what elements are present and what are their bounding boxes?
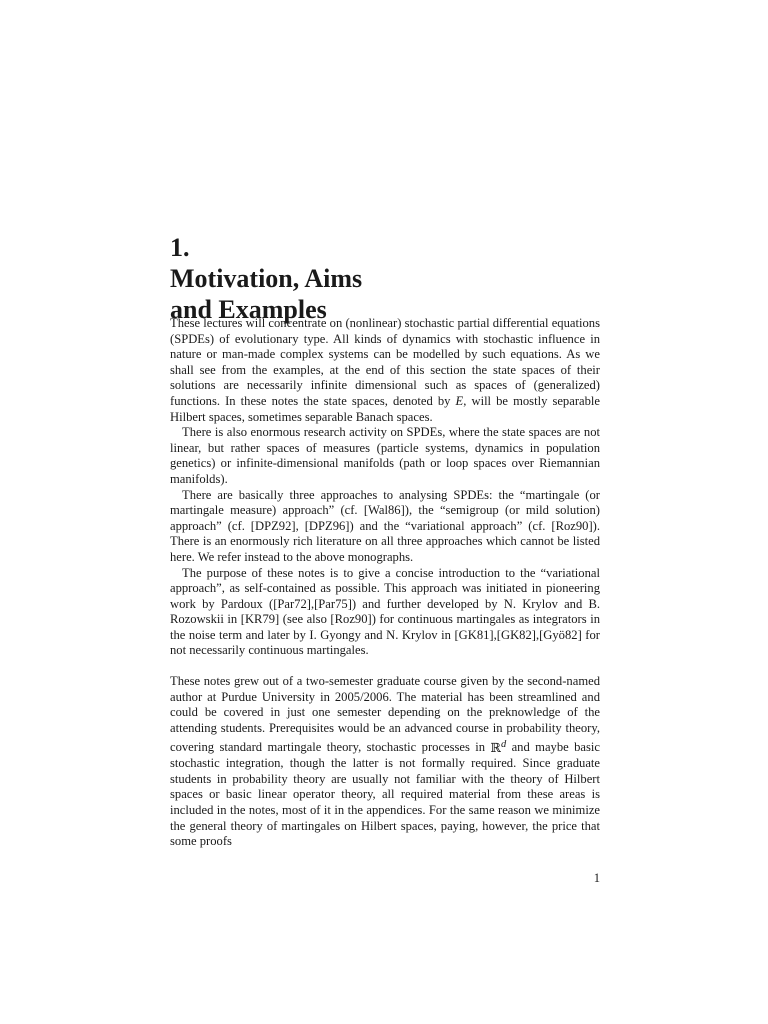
paragraph-three-approaches: There are basically three approaches to analysing SPDEs: the “martingale (or martingale measure) approach” (cf. [Wal86]), the “semigroup (or mild solution) approach” (cf. [DPZ92], [DPZ96]) and the “variational approach” (cf. [Roz90]). There is an enormously rich literature on all three approaches which cannot be listed here. We refer instead to the above monographs.	[170, 487, 600, 564]
paragraph-text: and maybe basic stochastic integration, though the latter is not formally required. Since graduate students in probability theory are usually not familiar with the theory of Hilbert spaces or basic linear operator theory, all required material from these areas is included in the notes, most of it in the appendices. For the same reason we minimize the general theory of martingales on Hilbert spaces, paying, however, the price that some proofs	[170, 740, 600, 849]
paragraph-text: These lectures will concentrate on (nonlinear) stochastic partial differential equations (SPDEs) of evolutionary type. All kinds of dynamics with stochastic influence in nature or man-made complex systems can be modelled by such equations. As we shall see from the examples, at the end of this section the state spaces of their solutions are necessarily infinite dimensional such as spaces of (generalized) functions. In these notes the state spaces, denoted by	[170, 316, 600, 408]
chapter-title-line-1: Motivation, Aims	[170, 264, 363, 293]
page-number: 1	[593, 871, 600, 885]
paragraph-course-origin	[170, 674, 600, 850]
intro-section	[170, 316, 600, 659]
chapter-number: 1.	[170, 233, 190, 262]
chapter-title-line-2: and Examples	[170, 295, 327, 324]
math-symbol-e: E	[455, 393, 464, 408]
paragraph-purpose: The purpose of these notes is to give a concise introduction to the “variational approach”, as self-contained as possible. This approach was initiated in pioneering work by Pardoux ([Par72],[Par75]) and further developed by N. Krylov and B. Rozowskii in [KR79] (see also [Roz90]) for continuous martingales as integrators in the noise term and later by I. Gyongy and N. Krylov in [GK81],[GK82],[Gyö82] for not necessarily continuous martingales.	[170, 565, 600, 658]
chapter-heading	[170, 232, 610, 325]
course-section	[170, 674, 600, 850]
paragraph-text: These notes grew out of a two-semester graduate course given by the second-named author at Purdue University in 2005/2006. The material has been streamlined and could be covered in just one semester depending on the preknowledge of the attending students. Prerequisites would be an advanced course in probability theory, covering standard martingale theory, stochastic processes in	[170, 674, 600, 755]
math-symbol-rd: ℝ$^d$	[490, 738, 507, 755]
paragraph-state-spaces	[170, 316, 600, 425]
paragraph-research-activity: There is also enormous research activity on SPDEs, where the state spaces are not linear, but rather spaces of measures (particle systems, dynamics in population genetics) or infinite-dimensional manifolds (path or loop spaces over Riemannian manifolds).	[170, 425, 600, 486]
paragraph-text: , will be mostly separable Hilbert spaces, sometimes separable Banach spaces.	[170, 393, 600, 424]
